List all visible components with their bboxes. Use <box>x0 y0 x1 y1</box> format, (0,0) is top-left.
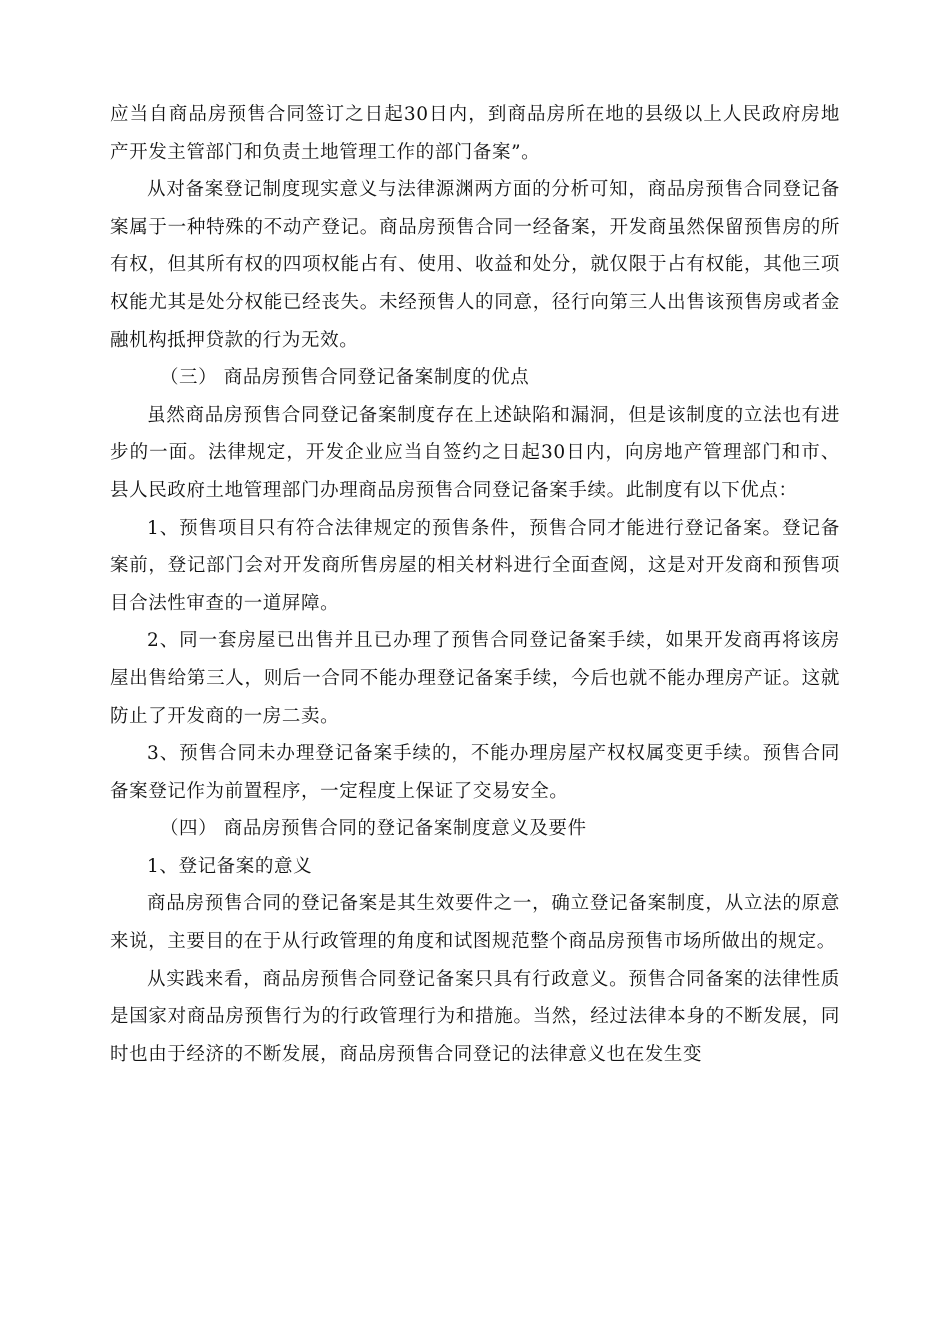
paragraph-continuation: 应当自商品房预售合同签订之日起30日内，到商品房所在地的县级以上人民政府房地产开发主管部门和负责土地管理工作的部门备案”。 <box>110 104 840 163</box>
list-item-advantage-1: 1、预售项目只有符合法律规定的预售条件，预售合同才能进行登记备案。登记备案前，登记部门会对开发商所售房屋的相关材料进行全面查阅，这是对开发商和预售项目合法性审查的一道屏障。 <box>110 517 840 614</box>
paragraph-legislative-intent: 商品房预售合同的登记备案是其生效要件之一，确立登记备案制度，从立法的原意来说，主要目的在于从行政管理的角度和试图规范整个商品房预售市场所做出的规定。 <box>110 893 840 953</box>
list-item-advantage-3: 3、预售合同未办理登记备案手续的，不能办理房屋产权权属变更手续。预售合同备案登记作为前置程序，一定程度上保证了交易安全。 <box>110 743 840 802</box>
section-heading-significance-requirements: （四） 商品房预售合同的登记备案制度意义及要件 <box>159 818 587 840</box>
section-heading-advantages: （三） 商品房预售合同登记备案制度的优点 <box>159 367 530 389</box>
paragraph-practice-view: 从实践来看，商品房预售合同登记备案只具有行政意义。预售合同备案的法律性质是国家对商品房预售行为的行政管理行为和措施。当然，经过法律本身的不断发展，同时也由于经济的不断发展，商品房预售合同登记的法律意义也在发生变 <box>110 968 840 1065</box>
paragraph-advantages-intro: 虽然商品房预售合同登记备案制度存在上述缺陷和漏洞，但是该制度的立法也有进步的一面。法律规定，开发企业应当自签约之日起30日内，向房地产管理部门和市、县人民政府土地管理部门办理商品房预售合同登记备案手续。此制度有以下优点： <box>110 404 840 501</box>
document-body <box>110 96 840 1073</box>
paragraph-filing-significance: 从对备案登记制度现实意义与法律源渊两方面的分析可知，商品房预售合同登记备案属于一种特殊的不动产登记。商品房预售合同一经备案，开发商虽然保留预售房的所有权，但其所有权的四项权能占有、使用、收益和处分，就仅限于占有权能，其他三项权能尤其是处分权能已经丧失。未经预售人的同意，径行向第三人出售该预售房或者金融机构抵押贷款的行为无效。 <box>110 179 840 351</box>
subheading-filing-significance: 1、登记备案的意义 <box>147 855 313 877</box>
list-item-advantage-2: 2、同一套房屋已出售并且已办理了预售合同登记备案手续，如果开发商再将该房屋出售给第三人，则后一合同不能办理登记备案手续，今后也就不能办理房产证。这就防止了开发商的一房二卖。 <box>110 630 840 727</box>
